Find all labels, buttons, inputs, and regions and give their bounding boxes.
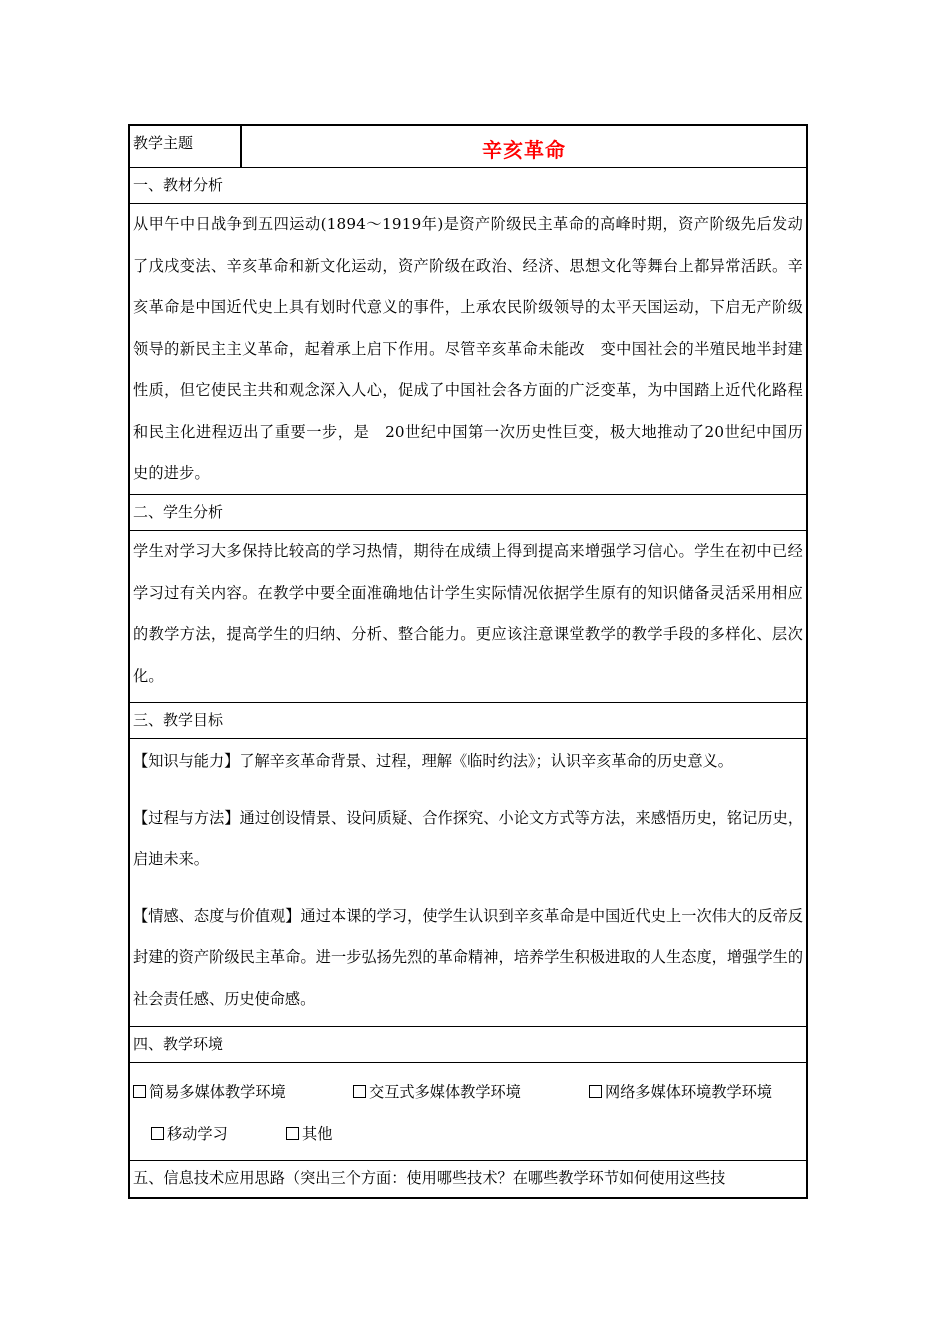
student-analysis-text: 学生对学习大多保持比较高的学习热情，期待在成绩上得到提高来增强学习信心。学生在初中已经学习过有关内容。在教学中要全面准确地估计学生实际情况依据学生原有的知识储备灵活采用相应的教学方法，提高学生的归纳、分析、整合能力。更应该注意课堂教学的教学手段的多样化、层次化。 [133, 542, 803, 685]
checkbox-icon[interactable] [353, 1085, 366, 1098]
section-heading-textbook: 一、教材分析 [130, 168, 806, 204]
goal-knowledge: 【知识与能力】了解辛亥革命背景、过程，理解《临时约法》；认识辛亥革命的历史意义。 [133, 752, 733, 770]
section-heading-environment: 四、教学环境 [130, 1027, 806, 1063]
checkbox-icon[interactable] [286, 1127, 299, 1140]
env-option-interactive[interactable]: 交互式多媒体教学环境 [353, 1071, 589, 1113]
section-heading-students: 二、学生分析 [130, 495, 806, 531]
goals-cell [130, 739, 806, 1027]
environment-options-line-2 [133, 1113, 803, 1155]
title-row [130, 126, 806, 168]
env-option-network[interactable]: 网络多媒体环境教学环境 [589, 1071, 772, 1113]
env-option-simple[interactable]: 简易多媒体教学环境 [133, 1071, 353, 1113]
lesson-title: 辛亥革命 [482, 138, 566, 162]
env-option-mobile[interactable]: 移动学习 [151, 1113, 286, 1155]
topic-label: 教学主题 [130, 126, 242, 167]
textbook-analysis-text: 从甲午中日战争到五四运动(1894～1919年)是资产阶级民主革命的高峰时期，资产阶级先后发动了戊戌变法、辛亥革命和新文化运动，资产阶级在政治、经济、思想文化等舞台上都异常活跃。辛 亥革命是中国近代史上具有划时代意义的事件，上承农民阶级领导的太平天国运动，下启无产阶级领导的新民主主义革命，起着承上启下作用。尽管辛亥革命未能改 变中国社会的半殖民地半封建性质，但它使民主共和观念深入人心，促成了中国社会各方面的广泛变革，为中国踏上近代化路程和民主化进程迈出了重要一步，是 20世纪中国第一次历史性巨变，极大地推动了20世纪中国历史的进步。 [133, 215, 819, 482]
checkbox-icon[interactable] [151, 1127, 164, 1140]
textbook-analysis-cell [130, 204, 819, 495]
checkbox-icon[interactable] [133, 1085, 146, 1098]
lesson-plan-table [128, 124, 819, 1199]
environment-options-line-1 [133, 1071, 803, 1113]
section-heading-goals: 三、教学目标 [130, 703, 806, 739]
section-heading-it-application: 五、信息技术应用思路（突出三个方面：使用哪些技术？在哪些教学环节如何使用这些技 [133, 1169, 726, 1187]
checkbox-icon[interactable] [589, 1085, 602, 1098]
goal-process: 【过程与方法】通过创设情景、设问质疑、合作探究、小论文方式等方法，来感悟历史，铭记历史，启迪未来。 [133, 808, 803, 868]
environment-cell [130, 1063, 806, 1161]
goal-attitude: 【情感、态度与价值观】通过本课的学习，使学生认识到辛亥革命是中国近代史上一次伟大的反帝反封建的资产阶级民主革命。进一步弘扬先烈的革命精神，培养学生积极进取的人生态度，增强学生的社会责任感、历史使命感。 [133, 906, 803, 1008]
env-option-other[interactable]: 其他 [286, 1113, 332, 1155]
student-analysis-cell [130, 531, 806, 703]
